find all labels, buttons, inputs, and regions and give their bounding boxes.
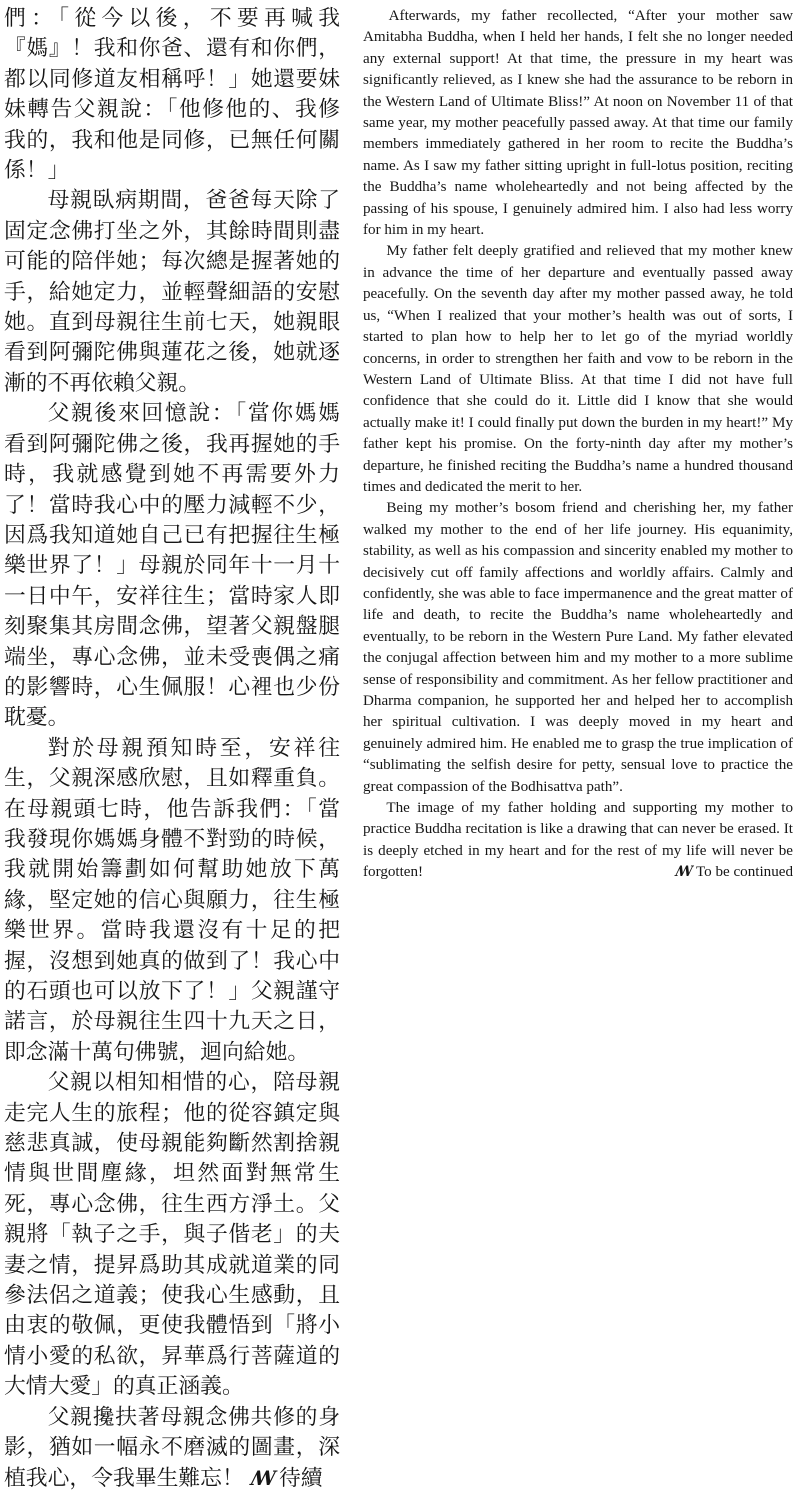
zh-paragraph-0: 們：「從今以後，不要再喊我『媽』！我和你爸、還有和你們，都以同修道友相稱呼！」她還要妹妹轉告父親說：「他修他的、我修我的，我和他是同修，已無任何關係！」 xyxy=(4,6,340,184)
en-paragraph-3 xyxy=(363,798,793,884)
zh-paragraph-5-text: 父親攙扶著母親念佛共修的身影，猶如一幅永不磨滅的圖畫，深植我心，令我畢生難忘！ xyxy=(4,1404,340,1491)
en-end-label: To be continued xyxy=(695,864,793,881)
to-be-continued-icon: ꟿ xyxy=(675,864,693,881)
en-paragraph-2: Being my mother’s bosom friend and cherishing her, my father walked my mother to the end of her life journey. His equanimity, stability, as well as his compassion and sincerity enabled my mother to decisively cut off family affections and worldly affairs. Calmly and confidently, she was able to face impermanence and the great matter of life and death, to recite the Buddha’s name wholeheartedly and eventually, to be reborn in the Western Pure Land. My father elevated the conjugal affection between him and my mother to a more sublime sense of responsibility and commitment. As her fellow practitioner and Dharma companion, he supported her and helped her to accomplish her spiritual cultivation. I was deeply moved in my heart and genuinely admired him. He enabled me to grasp the true implication of “sublimating the selfish desire for petty, sensual love to practice the great compassion of the Bodhisattva path”. xyxy=(363,500,793,795)
zh-end-label: 待續 xyxy=(278,1465,323,1491)
zh-paragraph-5 xyxy=(4,1403,340,1494)
en-paragraph-1: My father felt deeply gratified and relieved that my mother knew in advance the time of her departure and eventually passed away peacefully. On the seventh day after my mother passed away, he told us, “When I realized that your mother’s health was out of sorts, I started to plan how to help her to let go of the myriad worldly concerns, in order to strengthen her faith and vow to be reborn in the Western Land of Ultimate Bliss. At that time I did not have full confidence that she could do it. Little did I know that she would actually make it! I could finally put down the burden in my heart!” My father kept his promise. On the forty-ninth day after my mother’s departure, he finished reciting the Buddha’s name a hundred thousand times and dedicated the merit to her. xyxy=(363,243,793,495)
zh-paragraph-1: 母親臥病期間，爸爸每天除了固定念佛打坐之外，其餘時間則盡可能的陪伴她；每次總是握著她的手，給她定力，並輕聲細語的安慰她。直到母親往生前七天，她親眼看到阿彌陀佛與蓮花之後，她就逐漸的不再依賴父親。 xyxy=(4,188,340,396)
zh-paragraph-3: 對於母親預知時至，安祥往生，父親深感欣慰，且如釋重負。在母親頭七時，他告訴我們：「當我發現你媽媽身體不對勁的時候，我就開始籌劃如何幫助她放下萬緣，堅定她的信心與願力，往生極樂世界。當時我還沒有十足的把握，沒想到她真的做到了！我心中的石頭也可以放下了！」父親謹守諾言，於母親往生四十九天之日，即念滿十萬句佛號，迴向給她。 xyxy=(4,735,340,1065)
to-be-continued-icon: ꟿ xyxy=(250,1466,276,1490)
en-paragraph-0: Afterwards, my father recollected, “After your mother saw Amitabha Buddha, when I held her hands, I felt she no longer needed any external support! At that time, the pressure in my heart was significantly relieved, as I knew she had the assurance to be reborn in the Western Land of Ultimate Bliss!” At noon on November 11 of that same year, my mother peacefully passed away. At that time our family members immediately gathered in her room to recite the Buddha’s name. As I saw my father sitting upright in full-lotus position, reciting the Buddha’s name wholeheartedly and not being affected by the passing of his spouse, I genuinely admired him. I also had less worry for him in my heart. xyxy=(363,8,793,239)
zh-to-be-continued xyxy=(251,1466,329,1491)
chinese-column xyxy=(4,4,340,1491)
en-to-be-continued xyxy=(652,862,793,883)
zh-paragraph-2: 父親後來回憶說：「當你媽媽看到阿彌陀佛之後，我再握她的手時，我就感覺到她不再需要外力了！當時我心中的壓力減輕不少，因爲我知道她自己已有把握往生極樂世界了！」母親於同年十一月十一日中午，安祥往生；當時家人即刻聚集其房間念佛，望著父親盤腿端坐，專心念佛，並未受喪偶之痛的影響時，心生佩服！心裡也少份耽憂。 xyxy=(4,401,340,731)
english-column xyxy=(363,6,793,982)
en-paragraph-3-text: The image of my father holding and supporting my mother to practice Buddha recitation is like a drawing that can never be erased. It is deeply etched in my heart and for the rest of my life will never be forgotten! xyxy=(363,800,793,881)
zh-paragraph-4: 父親以相知相惜的心，陪母親走完人生的旅程；他的從容鎮定與慈悲真誠，使母親能夠斷然割捨親情與世間塵緣，坦然面對無常生死，專心念佛，往生西方淨土。父親將「執子之手，與子偕老」的夫妻之情，提昇爲助其成就道業的同參法侶之道義；使我心生感動，且由衷的敬佩，更使我體悟到「將小情小愛的私欲，昇華爲行菩薩道的大情大愛」的真正涵義。 xyxy=(4,1070,340,1400)
